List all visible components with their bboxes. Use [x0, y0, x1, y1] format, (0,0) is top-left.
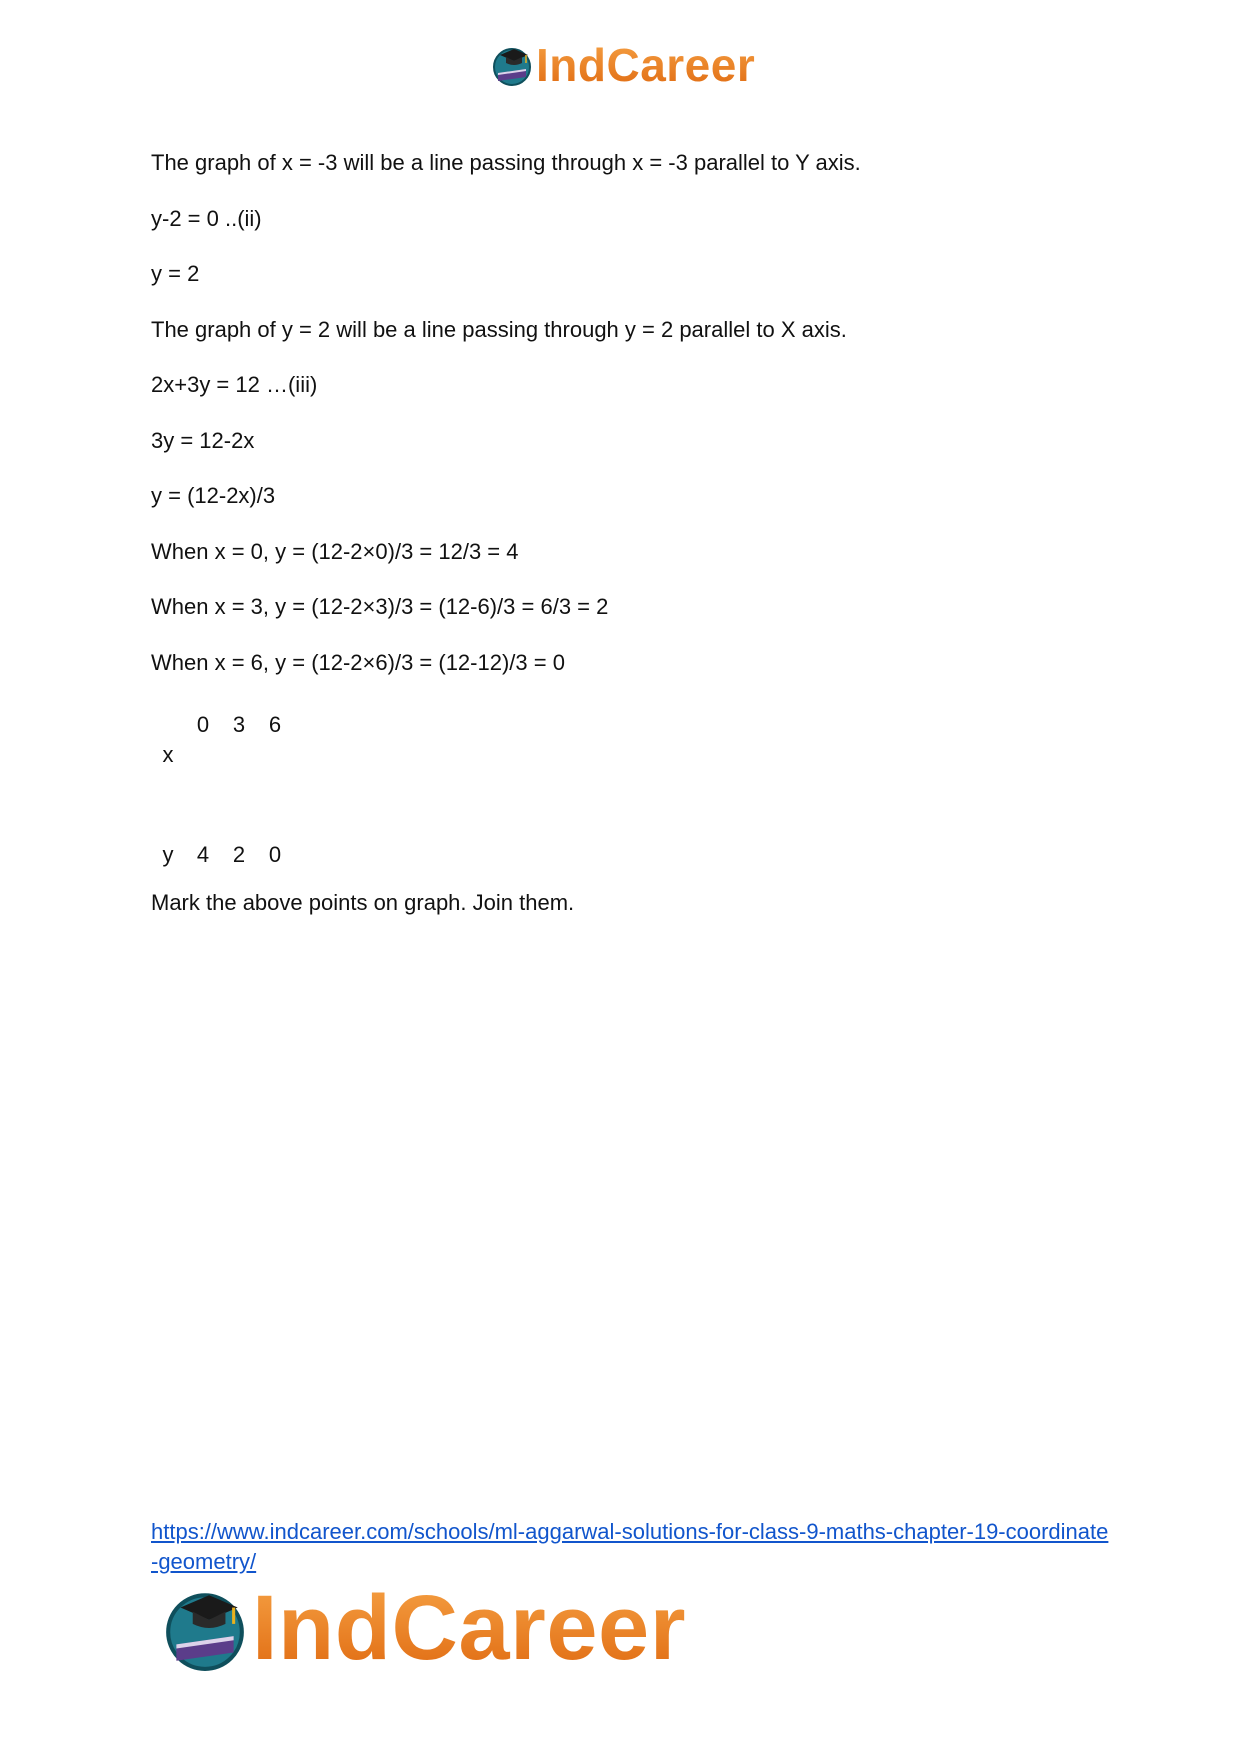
table-cell-y: 4 [196, 842, 210, 867]
brand-wordmark: IndCareer [536, 39, 756, 91]
table-cell-x: 6 [268, 712, 282, 737]
text-line: y = 2 [151, 261, 200, 286]
table-cell-y: 0 [268, 842, 282, 867]
text-line: When x = 3, y = (12-2×3)/3 = (12-6)/3 = 6/3 = 2 [151, 594, 609, 619]
table-cell-x: 0 [196, 712, 210, 737]
closing-instruction: Mark the above points on graph. Join them. [151, 890, 575, 915]
text-line: The graph of y = 2 will be a line passing through y = 2 parallel to X axis. [151, 316, 847, 342]
table-row-x [151, 712, 293, 842]
table-header-x: x [162, 742, 174, 767]
text-line: 3y = 12-2x [151, 427, 255, 453]
text-line: When x = 0, y = (12-2×0)/3 = 12/3 = 4 [151, 538, 519, 564]
text-line: The graph of x = -3 will be a line passing through x = -3 parallel to Y axis. [151, 150, 861, 175]
source-link[interactable]: https://www.indcareer.com/schools/ml-aggarwal-solutions-for-class-9-maths-chapter-19-coordinate-geometry/ [151, 1519, 1109, 1574]
graduation-cap-book-globe-icon [160, 1583, 250, 1673]
xy-values-table [151, 712, 293, 872]
indcareer-logo-footer [160, 1577, 686, 1679]
table-cell-y: 2 [232, 842, 246, 867]
table-row-y [151, 842, 293, 872]
text-line: y-2 = 0 ..(ii) [151, 205, 262, 231]
table-header-y: y [162, 842, 174, 867]
indcareer-logo-header [490, 40, 755, 90]
text-line: When x = 6, y = (12-2×6)/3 = (12-12)/3 = 0 [151, 649, 565, 675]
text-line: y = (12-2x)/3 [151, 483, 276, 508]
graduation-cap-book-globe-icon [490, 43, 534, 87]
solution-body [151, 148, 1111, 703]
text-line: 2x+3y = 12 …(iii) [151, 372, 318, 397]
table-cell-x: 3 [232, 712, 246, 737]
brand-wordmark: IndCareer [252, 1577, 686, 1679]
